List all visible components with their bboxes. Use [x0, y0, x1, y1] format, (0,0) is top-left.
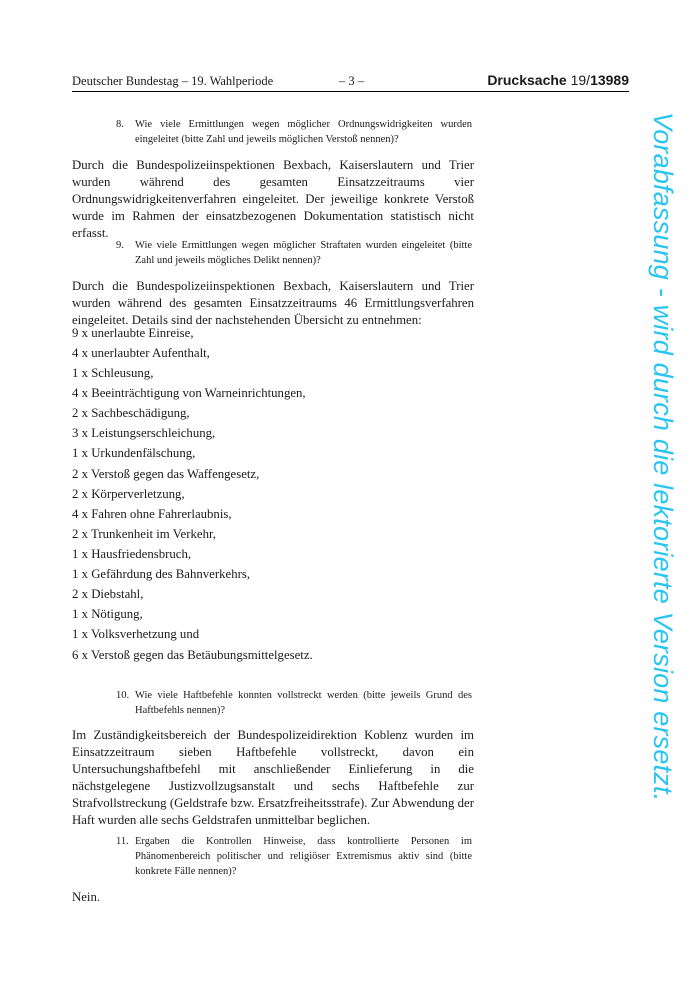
answer-11: Nein. — [72, 890, 101, 904]
list-item: 1 x Hausfriedensbruch, — [72, 547, 192, 561]
question-text: Wie viele Ermittlungen wegen möglicher Ordnungswidrigkeiten wurden eingeleitet (bitte Zahl und jeweils möglichen Verstoß nennen)? — [135, 119, 472, 145]
list-item: 4 x unerlaubter Aufenthalt, — [72, 346, 210, 360]
question-9 — [118, 238, 472, 268]
list-item: 1 x Nötigung, — [72, 607, 143, 621]
header-parliament-period: Deutscher Bundestag – 19. Wahlperiode — [72, 74, 274, 88]
page-header — [72, 72, 629, 92]
header-number-prefix: 19/ — [566, 72, 591, 88]
question-text: Wie viele Ermittlungen wegen möglicher Straftaten wurden eingeleitet (bitte Zahl und jeweils mögliches Delikt nennen)? — [135, 240, 472, 266]
list-item: 9 x unerlaubte Einreise, — [72, 326, 194, 340]
list-item: 1 x Urkundenfälschung, — [72, 446, 196, 460]
answer-10: Im Zuständigkeitsbereich der Bundespolizeidirektion Koblenz wurden im Einsatzzeitraum sieben Haftbefehle vollstreckt, davon ein Untersuchungshaftbefehl mit anschließender Einlieferung in die nächstgelegene Justizvollzugsanstalt und sechs Haftbefehle zur Strafvollstreckung (Geldstrafe bzw. Ersatzfreiheitsstrafe). Zur Abwendung der Haft wurden alle sechs Geldstrafen unmittelbar beglichen. — [72, 728, 474, 827]
question-text: Ergaben die Kontrollen Hinweise, dass kontrollierte Personen im Phänomenbereich politischer und religiöser Extremismus aktiv sind (bitte konkrete Fälle nennen)? — [135, 836, 472, 877]
list-item: 2 x Diebstahl, — [72, 587, 144, 601]
list-item: 2 x Körperverletzung, — [72, 487, 185, 501]
question-number: 10. — [116, 690, 130, 701]
list-item: 3 x Leistungserschleichung, — [72, 426, 216, 440]
question-text: Wie viele Haftbefehle konnten vollstreckt werden (bitte jeweils Grund des Haftbefehls nennen)? — [135, 690, 472, 716]
question-10 — [118, 688, 472, 718]
question-number: 9. — [116, 240, 124, 251]
header-number-bold: 13989 — [590, 72, 629, 88]
question-11 — [118, 834, 472, 879]
header-document-number — [487, 72, 629, 88]
list-item: 4 x Fahren ohne Fahrerlaubnis, — [72, 507, 232, 521]
answer-9: Durch die Bundespolizeiinspektionen Bexbach, Kaiserslautern und Trier wurden während des gesamten Einsatzzeitraums 46 Ermittlungsverfahren eingeleitet. Details sind der nachstehenden Übersicht zu entnehmen: — [72, 279, 474, 327]
question-8 — [118, 117, 472, 147]
question-number: 8. — [116, 119, 124, 130]
list-item: 1 x Gefährdung des Bahnverkehrs, — [72, 567, 251, 581]
list-item: 1 x Volksverhetzung und — [72, 627, 200, 641]
list-item: 4 x Beeinträchtigung von Warneinrichtungen, — [72, 386, 306, 400]
list-item: 2 x Trunkenheit im Verkehr, — [72, 527, 216, 541]
list-item: 6 x Verstoß gegen das Betäubungsmittelgesetz. — [72, 648, 313, 662]
question-number: 11. — [116, 836, 129, 847]
list-item: 2 x Sachbeschädigung, — [72, 406, 190, 420]
header-rule — [72, 91, 629, 92]
header-drucksache-label: Drucksache — [487, 72, 567, 88]
draft-watermark: Vorabfassung - wird durch die lektorierte Version ersetzt. — [648, 112, 678, 802]
header-page-number: – 3 – — [339, 74, 364, 88]
list-item: 1 x Schleusung, — [72, 366, 154, 380]
list-item: 2 x Verstoß gegen das Waffengesetz, — [72, 467, 260, 481]
answer-8: Durch die Bundespolizeiinspektionen Bexbach, Kaiserslautern und Trier wurden während des gesamten Einsatzzeitraums vier Ordnungswidrigkeitenverfahren eingeleitet. Der jeweilige konkrete Verstoß wurde im Rahmen der einsatzbezogenen Dokumentation statistisch nicht erfasst. — [72, 158, 474, 240]
